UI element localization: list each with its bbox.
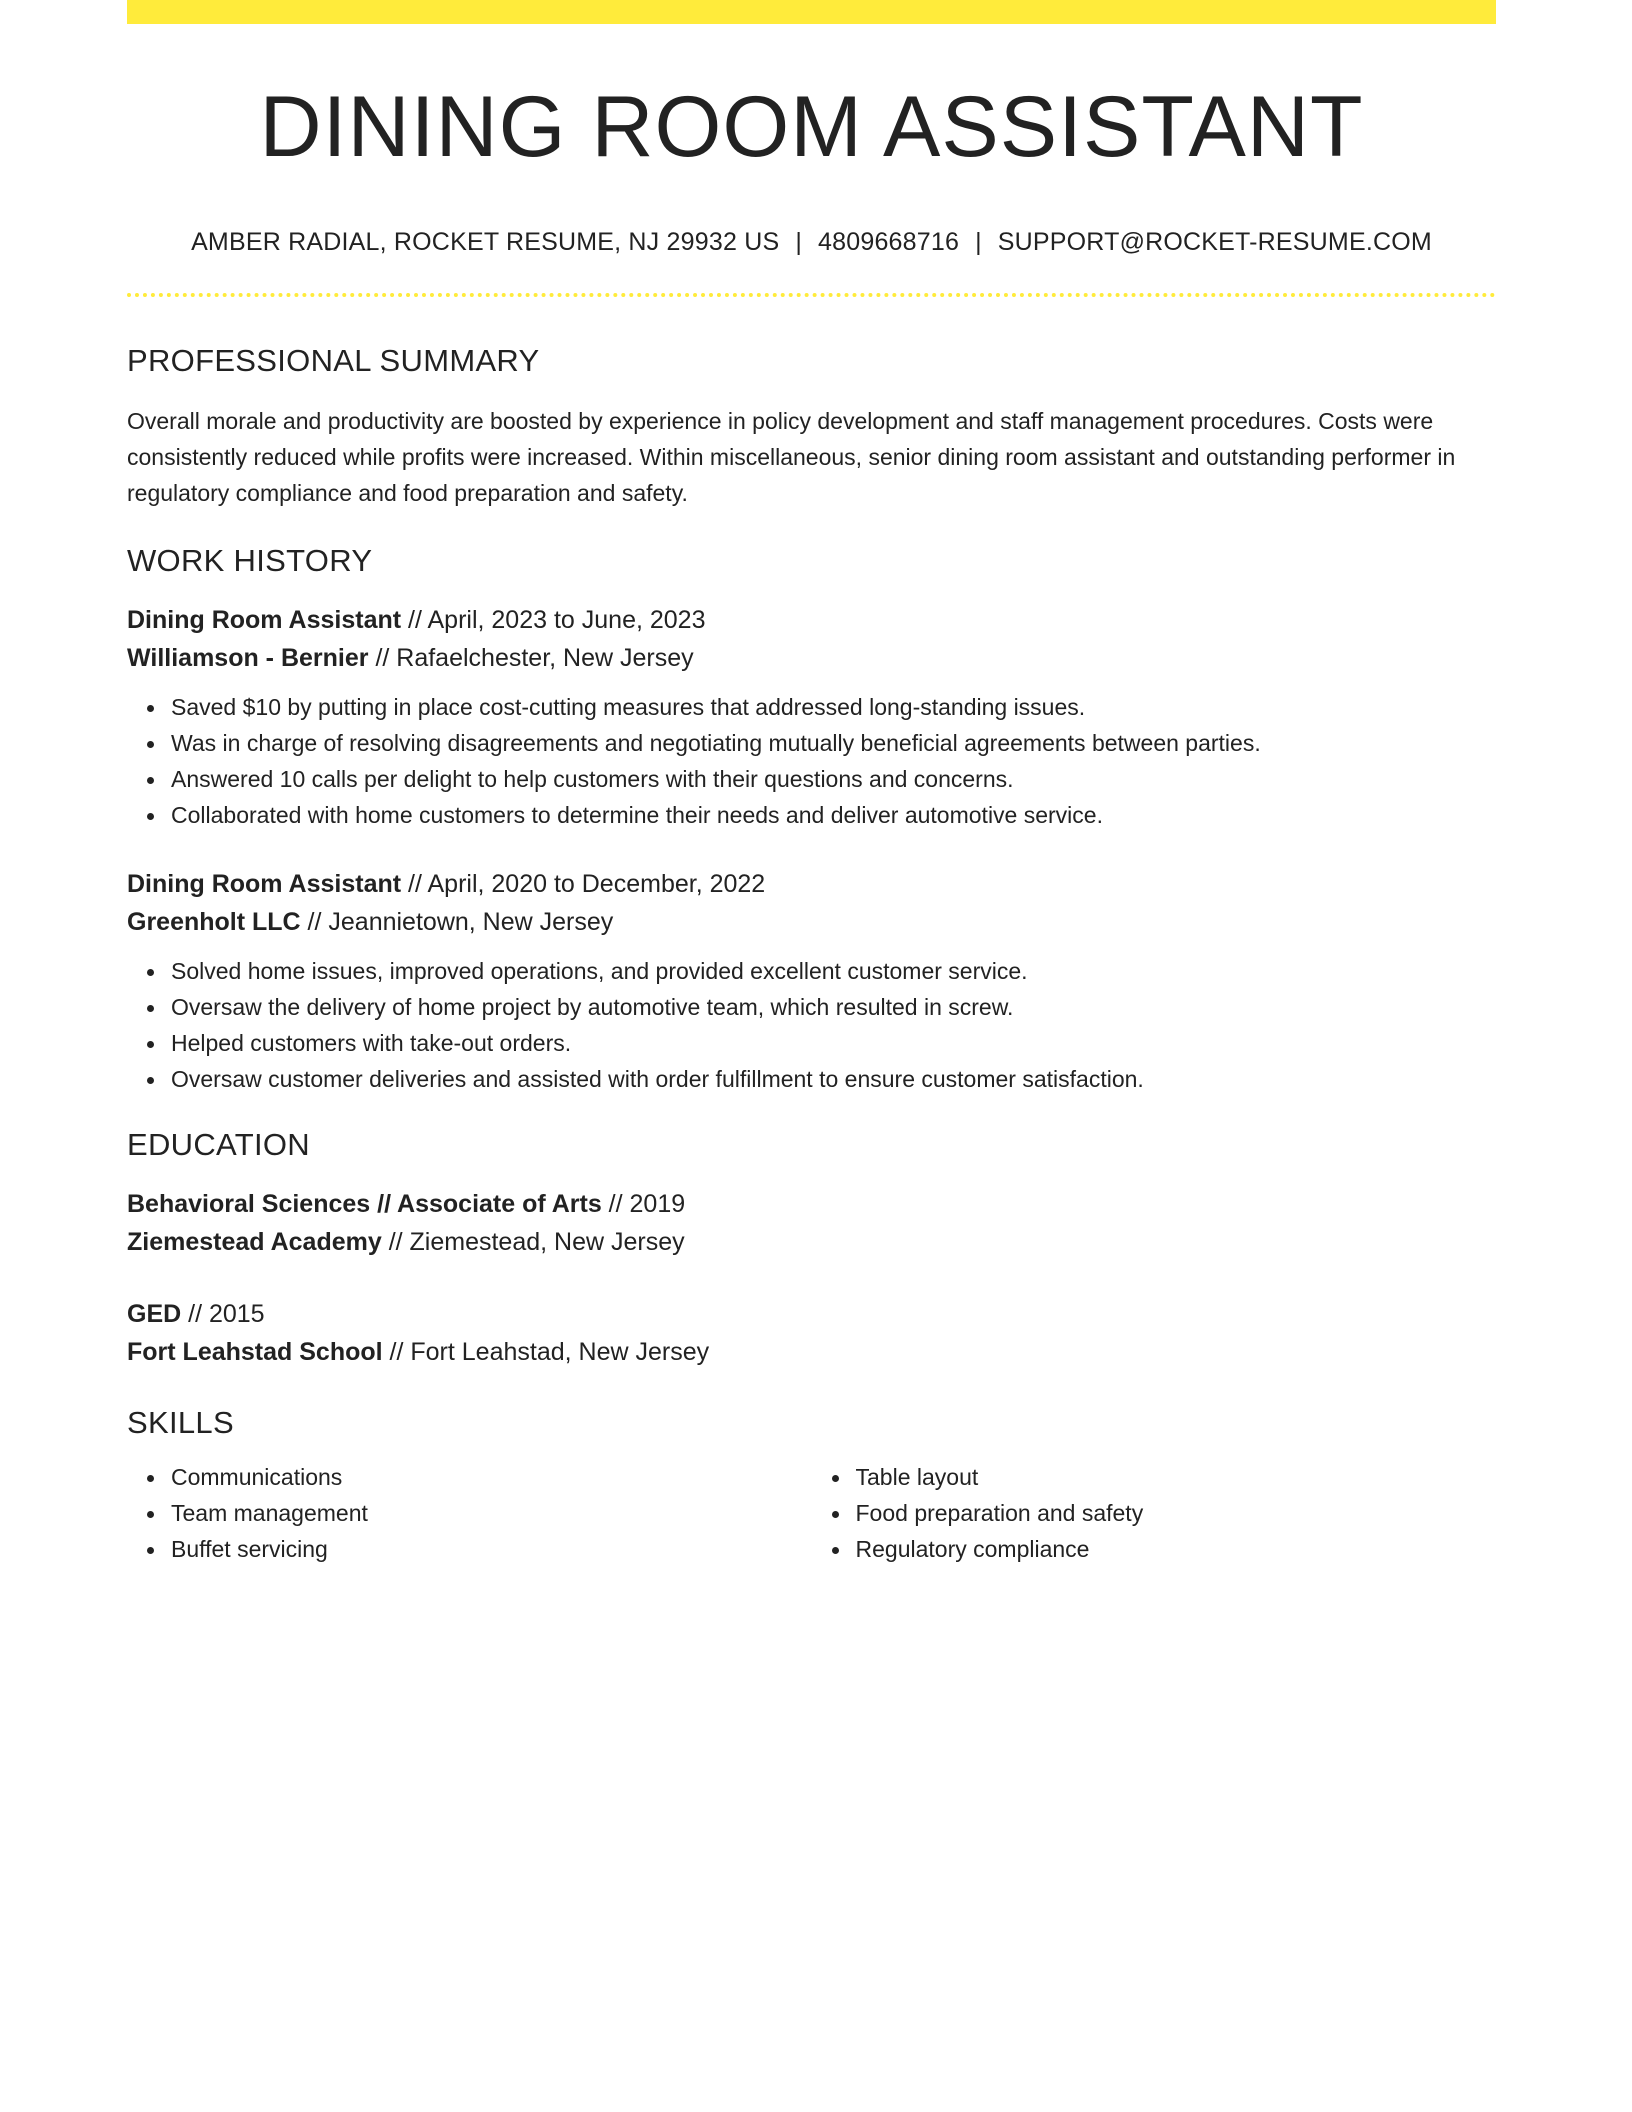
education-degree: GED [127,1300,182,1329]
education-entry [127,1295,1496,1371]
summary-text: Overall morale and productivity are boosted by experience in policy development and staff management procedures. Costs were consistently reduced while profits were increased. Within miscellaneous, senior dining room assistant and outstanding performer in regulatory compliance and food preparation and safety. [127,408,1456,507]
list-item: Oversaw the delivery of home project by automotive team, which resulted in screw. [171,989,1496,1025]
job-location: // Rafaelchester, New Jersey [368,644,694,673]
education-degree-line [127,1185,1496,1223]
job-entry [127,601,1496,833]
job-company-line [127,903,1496,941]
contact-separator: | [975,228,982,257]
contact-line [127,228,1496,257]
job-role: Dining Room Assistant [127,870,402,899]
list-item: Food preparation and safety [856,1495,1497,1531]
dotted-divider [127,293,1496,297]
education-entry [127,1185,1496,1261]
job-role-line [127,865,1496,903]
education-year: // 2015 [181,1300,265,1329]
education-location: // Ziemestead, New Jersey [381,1228,685,1257]
skills-grid [127,1459,1496,1567]
job-entry [127,865,1496,1097]
list-item: Solved home issues, improved operations, and provided excellent customer service. [171,953,1496,989]
job-role: Dining Room Assistant [127,606,402,635]
contact-email[interactable]: SUPPORT@ROCKET-RESUME.COM [997,228,1432,257]
education-degree-line [127,1295,1496,1333]
list-item: Team management [171,1495,812,1531]
education-location: // Fort Leahstad, New Jersey [382,1338,710,1367]
list-item: Helped customers with take-out orders. [171,1025,1496,1061]
education-heading: EDUCATION [127,1127,310,1163]
education-degree: Behavioral Sciences // Associate of Arts [127,1190,602,1219]
contact-phone[interactable]: 4809668716 [818,228,960,257]
job-dates: // April, 2020 to December, 2022 [401,870,766,899]
skills-list-left [127,1459,812,1567]
list-item: Table layout [856,1459,1497,1495]
education-year: // 2019 [601,1190,686,1219]
education-school-line [127,1333,1496,1371]
resume-title: DINING ROOM ASSISTANT [259,79,1364,175]
list-item: Was in charge of resolving disagreements and negotiating mutually beneficial agreements between parties. [171,725,1496,761]
job-company: Williamson - Bernier [127,644,369,673]
skills-list-right [812,1459,1497,1567]
list-item: Answered 10 calls per delight to help customers with their questions and concerns. [171,761,1496,797]
work-history-heading: WORK HISTORY [127,543,373,579]
contact-address: AMBER RADIAL, ROCKET RESUME, NJ 29932 US [191,228,780,257]
list-item: Regulatory compliance [856,1531,1497,1567]
job-company: Greenholt LLC [127,908,301,937]
list-item: Buffet servicing [171,1531,812,1567]
education-school-line [127,1223,1496,1261]
job-bullets [127,689,1496,833]
list-item: Collaborated with home customers to determine their needs and deliver automotive service. [171,797,1496,833]
education-school: Fort Leahstad School [127,1338,383,1367]
resume-page [127,0,1496,1567]
list-item: Oversaw customer deliveries and assisted with order fulfillment to ensure customer satisfaction. [171,1061,1496,1097]
job-location: // Jeannietown, New Jersey [300,908,614,937]
job-company-line [127,639,1496,677]
list-item: Saved $10 by putting in place cost-cutting measures that addressed long-standing issues. [171,689,1496,725]
list-item: Communications [171,1459,812,1495]
skills-heading: SKILLS [127,1405,234,1441]
accent-top-bar [127,0,1496,24]
job-bullets [127,953,1496,1097]
education-school: Ziemestead Academy [127,1228,382,1257]
job-role-line [127,601,1496,639]
summary-heading: PROFESSIONAL SUMMARY [127,343,540,379]
contact-separator: | [795,228,803,257]
job-dates: // April, 2023 to June, 2023 [401,606,706,635]
